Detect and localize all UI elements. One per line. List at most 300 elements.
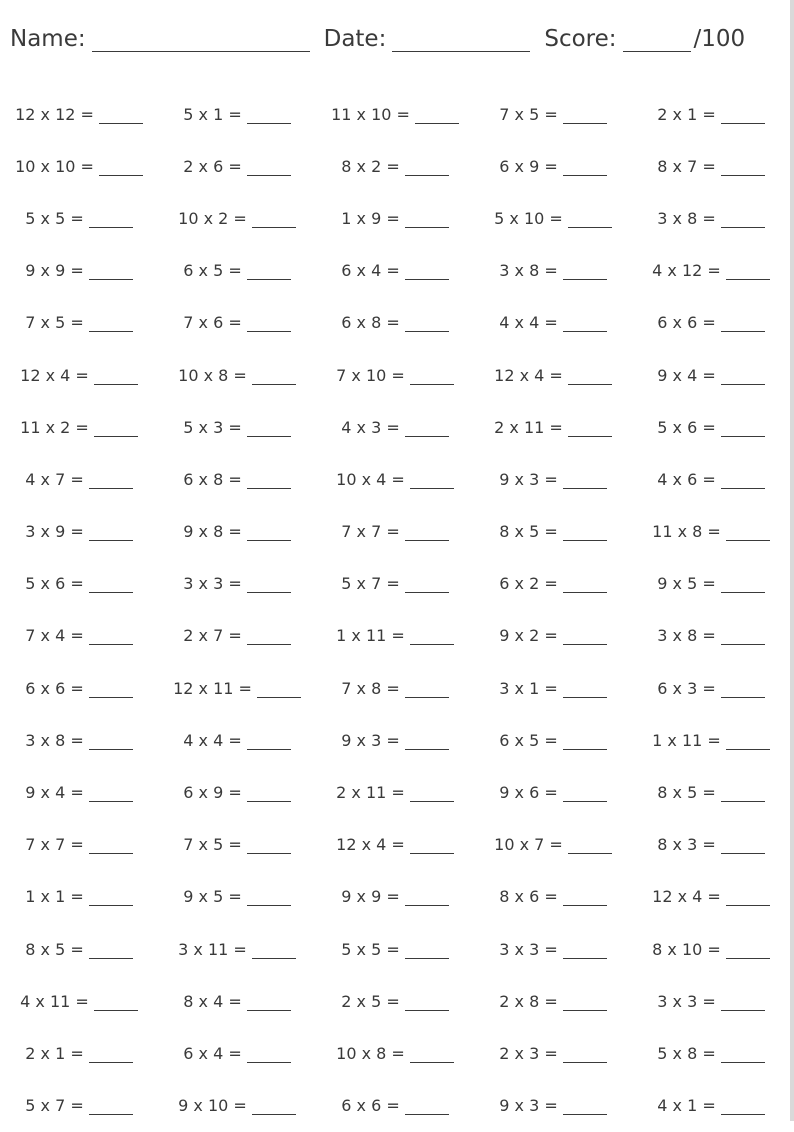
answer-blank[interactable] [89, 1100, 133, 1115]
worksheet-header [10, 18, 782, 52]
answer-blank[interactable] [405, 526, 449, 541]
problem-row [0, 401, 790, 453]
problem-cell [316, 209, 474, 228]
problem-row [0, 558, 790, 610]
problem-cell [474, 731, 632, 750]
answer-blank[interactable] [563, 474, 607, 489]
problem-cell [474, 366, 632, 385]
problem-cell [0, 261, 158, 280]
page-edge [790, 0, 794, 1121]
problem-text: 10 x 7 = [494, 835, 563, 855]
problem-cell [632, 261, 790, 280]
answer-blank[interactable] [563, 265, 607, 280]
problem-text: 4 x 11 = [20, 991, 89, 1011]
problem-cell [474, 418, 632, 437]
problem-text: 4 x 6 = [657, 469, 716, 489]
problem-cell [316, 783, 474, 802]
problem-cell [158, 940, 316, 959]
problem-text: 1 x 1 = [25, 887, 84, 907]
problem-text: 8 x 4 = [183, 991, 242, 1011]
problem-cell [474, 887, 632, 906]
problem-text: 5 x 1 = [183, 104, 242, 124]
answer-blank[interactable] [410, 474, 454, 489]
answer-blank[interactable] [89, 683, 133, 698]
answer-blank[interactable] [247, 317, 291, 332]
answer-blank[interactable] [89, 213, 133, 228]
answer-blank[interactable] [726, 265, 770, 280]
problem-cell [316, 313, 474, 332]
problem-text: 9 x 2 = [499, 626, 558, 646]
problem-text: 7 x 4 = [25, 626, 84, 646]
answer-blank[interactable] [726, 891, 770, 906]
problem-cell [316, 261, 474, 280]
answer-blank[interactable] [252, 213, 296, 228]
answer-blank[interactable] [247, 422, 291, 437]
problem-text: 6 x 5 = [499, 730, 558, 750]
problem-cell [158, 522, 316, 541]
problem-text: 9 x 3 = [341, 730, 400, 750]
problem-cell [0, 105, 158, 124]
answer-blank[interactable] [721, 370, 765, 385]
problem-cell [0, 626, 158, 645]
answer-blank[interactable] [257, 683, 301, 698]
problem-text: 11 x 8 = [652, 522, 721, 542]
problem-row [0, 714, 790, 766]
problem-cell [632, 105, 790, 124]
answer-blank[interactable] [247, 526, 291, 541]
problem-text: 5 x 10 = [494, 208, 563, 228]
problem-cell [158, 1096, 316, 1115]
problem-text: 9 x 6 = [499, 783, 558, 803]
problem-text: 6 x 2 = [499, 574, 558, 594]
problem-row [0, 1027, 790, 1079]
answer-blank[interactable] [410, 630, 454, 645]
answer-blank[interactable] [94, 996, 138, 1011]
answer-blank[interactable] [247, 891, 291, 906]
answer-blank[interactable] [563, 683, 607, 698]
problem-text: 8 x 3 = [657, 835, 716, 855]
problem-cell [474, 157, 632, 176]
answer-blank[interactable] [252, 944, 296, 959]
problem-text: 2 x 1 = [25, 1043, 84, 1063]
name-label: Name: [10, 26, 86, 52]
answer-blank[interactable] [721, 1048, 765, 1063]
answer-blank[interactable] [405, 891, 449, 906]
problem-text: 10 x 10 = [15, 156, 94, 176]
problem-text: 7 x 5 = [25, 313, 84, 333]
problem-text: 6 x 8 = [341, 313, 400, 333]
problem-cell [158, 574, 316, 593]
answer-blank[interactable] [405, 578, 449, 593]
problem-text: 10 x 8 = [178, 365, 247, 385]
answer-blank[interactable] [405, 683, 449, 698]
answer-blank[interactable] [721, 213, 765, 228]
problem-cell [474, 261, 632, 280]
problem-text: 9 x 4 = [25, 783, 84, 803]
answer-blank[interactable] [568, 213, 612, 228]
problem-text: 4 x 12 = [652, 261, 721, 281]
problem-cell [632, 1044, 790, 1063]
answer-blank[interactable] [563, 996, 607, 1011]
problem-text: 11 x 2 = [20, 417, 89, 437]
answer-blank[interactable] [247, 578, 291, 593]
problem-cell [632, 157, 790, 176]
answer-blank[interactable] [89, 474, 133, 489]
problem-text: 2 x 11 = [494, 417, 563, 437]
answer-blank[interactable] [568, 422, 612, 437]
answer-blank[interactable] [721, 996, 765, 1011]
answer-blank[interactable] [89, 317, 133, 332]
answer-blank[interactable] [721, 317, 765, 332]
problem-text: 5 x 5 = [25, 208, 84, 228]
problem-text: 3 x 8 = [657, 626, 716, 646]
answer-blank[interactable] [405, 944, 449, 959]
problem-cell [474, 835, 632, 854]
problem-row [0, 610, 790, 662]
answer-blank[interactable] [415, 109, 459, 124]
problem-text: 2 x 11 = [336, 783, 405, 803]
answer-blank[interactable] [89, 787, 133, 802]
answer-blank[interactable] [563, 787, 607, 802]
problem-cell [0, 470, 158, 489]
problem-cell [158, 209, 316, 228]
answer-blank[interactable] [89, 735, 133, 750]
problem-text: 4 x 4 = [183, 730, 242, 750]
problem-text: 6 x 4 = [341, 261, 400, 281]
problem-text: 2 x 6 = [183, 156, 242, 176]
problem-row [0, 506, 790, 558]
problem-cell [474, 1044, 632, 1063]
problem-text: 9 x 8 = [183, 522, 242, 542]
answer-blank[interactable] [563, 891, 607, 906]
answer-blank[interactable] [721, 787, 765, 802]
problem-cell [0, 418, 158, 437]
answer-blank[interactable] [563, 109, 607, 124]
answer-blank[interactable] [94, 370, 138, 385]
problem-text: 3 x 3 = [183, 574, 242, 594]
problem-cell [474, 470, 632, 489]
problem-text: 6 x 3 = [657, 678, 716, 698]
answer-blank[interactable] [563, 317, 607, 332]
problem-cell [316, 157, 474, 176]
answer-blank[interactable] [252, 1100, 296, 1115]
answer-blank[interactable] [252, 370, 296, 385]
name-field [10, 26, 310, 52]
problem-cell [158, 105, 316, 124]
problem-cell [474, 992, 632, 1011]
problem-text: 1 x 11 = [652, 730, 721, 750]
problem-cell [0, 157, 158, 176]
problem-text: 12 x 4 = [494, 365, 563, 385]
problem-cell [0, 940, 158, 959]
answer-blank[interactable] [563, 578, 607, 593]
problem-text: 2 x 8 = [499, 991, 558, 1011]
problem-row [0, 871, 790, 923]
problem-text: 1 x 11 = [336, 626, 405, 646]
answer-blank[interactable] [563, 526, 607, 541]
problem-cell [316, 887, 474, 906]
problem-cell [316, 105, 474, 124]
problem-cell [316, 1044, 474, 1063]
answer-blank[interactable] [94, 422, 138, 437]
answer-blank[interactable] [405, 422, 449, 437]
problem-cell [632, 992, 790, 1011]
date-blank[interactable] [392, 27, 530, 52]
answer-blank[interactable] [405, 317, 449, 332]
answer-blank[interactable] [247, 109, 291, 124]
problem-cell [632, 470, 790, 489]
problem-text: 3 x 8 = [499, 261, 558, 281]
problem-text: 7 x 6 = [183, 313, 242, 333]
problem-cell [474, 679, 632, 698]
problem-cell [158, 626, 316, 645]
problem-row [0, 819, 790, 871]
problem-text: 2 x 5 = [341, 991, 400, 1011]
answer-blank[interactable] [405, 735, 449, 750]
answer-blank[interactable] [721, 161, 765, 176]
answer-blank[interactable] [247, 1048, 291, 1063]
problem-cell [316, 679, 474, 698]
answer-blank[interactable] [247, 839, 291, 854]
answer-blank[interactable] [721, 109, 765, 124]
problem-text: 3 x 11 = [178, 939, 247, 959]
problem-row [0, 1080, 790, 1132]
problem-cell [632, 522, 790, 541]
answer-blank[interactable] [563, 944, 607, 959]
problem-text: 6 x 6 = [341, 1096, 400, 1116]
problem-text: 9 x 9 = [341, 887, 400, 907]
problem-text: 10 x 8 = [336, 1043, 405, 1063]
problem-text: 4 x 1 = [657, 1096, 716, 1116]
problem-text: 9 x 4 = [657, 365, 716, 385]
problem-cell [0, 731, 158, 750]
answer-blank[interactable] [726, 526, 770, 541]
problem-cell [632, 887, 790, 906]
problem-text: 7 x 5 = [183, 835, 242, 855]
answer-blank[interactable] [721, 1100, 765, 1115]
problem-cell [474, 626, 632, 645]
problem-cell [316, 940, 474, 959]
answer-blank[interactable] [721, 683, 765, 698]
problem-cell [0, 1044, 158, 1063]
problem-row [0, 140, 790, 192]
score-blank[interactable] [623, 27, 691, 52]
answer-blank[interactable] [89, 526, 133, 541]
answer-blank[interactable] [410, 370, 454, 385]
problem-cell [0, 1096, 158, 1115]
problem-cell [474, 783, 632, 802]
answer-blank[interactable] [726, 735, 770, 750]
answer-blank[interactable] [721, 474, 765, 489]
problem-cell [632, 313, 790, 332]
problem-cell [632, 679, 790, 698]
problem-text: 4 x 4 = [499, 313, 558, 333]
problem-row [0, 245, 790, 297]
problem-text: 5 x 7 = [341, 574, 400, 594]
problem-row [0, 766, 790, 818]
problem-cell [0, 783, 158, 802]
problem-cell [316, 835, 474, 854]
answer-blank[interactable] [410, 839, 454, 854]
problem-cell [632, 731, 790, 750]
score-total: /100 [693, 26, 746, 52]
problem-cell [158, 261, 316, 280]
answer-blank[interactable] [563, 1048, 607, 1063]
problem-cell [158, 470, 316, 489]
problem-text: 3 x 8 = [25, 730, 84, 750]
problem-cell [158, 418, 316, 437]
problem-text: 9 x 10 = [178, 1096, 247, 1116]
answer-blank[interactable] [89, 265, 133, 280]
answer-blank[interactable] [405, 161, 449, 176]
problem-text: 5 x 8 = [657, 1043, 716, 1063]
answer-blank[interactable] [247, 474, 291, 489]
problem-cell [158, 835, 316, 854]
answer-blank[interactable] [89, 1048, 133, 1063]
answer-blank[interactable] [405, 996, 449, 1011]
answer-blank[interactable] [721, 630, 765, 645]
answer-blank[interactable] [405, 265, 449, 280]
problem-text: 8 x 2 = [341, 156, 400, 176]
problem-cell [316, 626, 474, 645]
problem-text: 10 x 4 = [336, 469, 405, 489]
problem-cell [316, 366, 474, 385]
problem-text: 9 x 9 = [25, 261, 84, 281]
problem-text: 9 x 5 = [183, 887, 242, 907]
problem-text: 7 x 8 = [341, 678, 400, 698]
problem-text: 11 x 10 = [331, 104, 410, 124]
problem-row [0, 349, 790, 401]
problem-text: 9 x 3 = [499, 469, 558, 489]
answer-blank[interactable] [89, 578, 133, 593]
problem-cell [316, 470, 474, 489]
problem-text: 7 x 5 = [499, 104, 558, 124]
problem-text: 12 x 12 = [15, 104, 94, 124]
date-label: Date: [323, 26, 387, 52]
problem-cell [158, 731, 316, 750]
answer-blank[interactable] [568, 839, 612, 854]
problem-cell [0, 313, 158, 332]
problem-cell [158, 887, 316, 906]
name-blank[interactable] [92, 27, 310, 52]
problem-text: 8 x 7 = [657, 156, 716, 176]
problem-text: 3 x 8 = [657, 208, 716, 228]
problem-cell [474, 940, 632, 959]
problem-cell [474, 574, 632, 593]
problem-grid [0, 88, 790, 1132]
problem-row [0, 453, 790, 505]
problem-text: 6 x 9 = [183, 783, 242, 803]
answer-blank[interactable] [99, 109, 143, 124]
answer-blank[interactable] [563, 161, 607, 176]
problem-text: 5 x 6 = [25, 574, 84, 594]
problem-text: 6 x 6 = [25, 678, 84, 698]
problem-text: 8 x 10 = [652, 939, 721, 959]
problem-text: 2 x 3 = [499, 1043, 558, 1063]
problem-text: 5 x 7 = [25, 1096, 84, 1116]
answer-blank[interactable] [405, 1100, 449, 1115]
answer-blank[interactable] [99, 161, 143, 176]
problem-cell [0, 679, 158, 698]
problem-cell [316, 522, 474, 541]
problem-cell [474, 313, 632, 332]
answer-blank[interactable] [247, 161, 291, 176]
problem-text: 3 x 3 = [499, 939, 558, 959]
answer-blank[interactable] [89, 891, 133, 906]
problem-text: 8 x 5 = [657, 783, 716, 803]
answer-blank[interactable] [721, 578, 765, 593]
problem-cell [316, 731, 474, 750]
problem-text: 12 x 11 = [173, 678, 252, 698]
problem-cell [632, 940, 790, 959]
problem-text: 8 x 5 = [499, 522, 558, 542]
answer-blank[interactable] [89, 839, 133, 854]
problem-row [0, 975, 790, 1027]
problem-cell [474, 1096, 632, 1115]
problem-text: 6 x 6 = [657, 313, 716, 333]
problem-text: 7 x 10 = [336, 365, 405, 385]
answer-blank[interactable] [563, 1100, 607, 1115]
problem-cell [0, 992, 158, 1011]
answer-blank[interactable] [405, 213, 449, 228]
problem-cell [0, 366, 158, 385]
problem-cell [158, 1044, 316, 1063]
problem-text: 6 x 5 = [183, 261, 242, 281]
problem-cell [158, 992, 316, 1011]
problem-row [0, 192, 790, 244]
problem-text: 8 x 6 = [499, 887, 558, 907]
problem-text: 9 x 5 = [657, 574, 716, 594]
answer-blank[interactable] [247, 735, 291, 750]
problem-text: 2 x 7 = [183, 626, 242, 646]
answer-blank[interactable] [247, 996, 291, 1011]
answer-blank[interactable] [410, 1048, 454, 1063]
score-label: Score: [544, 26, 617, 52]
answer-blank[interactable] [89, 630, 133, 645]
problem-text: 3 x 9 = [25, 522, 84, 542]
answer-blank[interactable] [563, 630, 607, 645]
problem-cell [158, 366, 316, 385]
problem-cell [632, 209, 790, 228]
answer-blank[interactable] [568, 370, 612, 385]
answer-blank[interactable] [410, 787, 454, 802]
problem-row [0, 297, 790, 349]
problem-cell [316, 1096, 474, 1115]
date-field [324, 26, 531, 52]
answer-blank[interactable] [247, 630, 291, 645]
answer-blank[interactable] [89, 944, 133, 959]
problem-cell [632, 574, 790, 593]
answer-blank[interactable] [563, 735, 607, 750]
answer-blank[interactable] [721, 839, 765, 854]
problem-cell [0, 574, 158, 593]
answer-blank[interactable] [247, 265, 291, 280]
problem-cell [474, 209, 632, 228]
problem-cell [316, 574, 474, 593]
problem-cell [158, 157, 316, 176]
problem-cell [316, 992, 474, 1011]
problem-text: 7 x 7 = [341, 522, 400, 542]
problem-cell [0, 209, 158, 228]
answer-blank[interactable] [247, 787, 291, 802]
problem-text: 10 x 2 = [178, 208, 247, 228]
problem-text: 1 x 9 = [341, 208, 400, 228]
answer-blank[interactable] [726, 944, 770, 959]
answer-blank[interactable] [721, 422, 765, 437]
problem-text: 4 x 3 = [341, 417, 400, 437]
problem-text: 5 x 6 = [657, 417, 716, 437]
problem-text: 3 x 1 = [499, 678, 558, 698]
